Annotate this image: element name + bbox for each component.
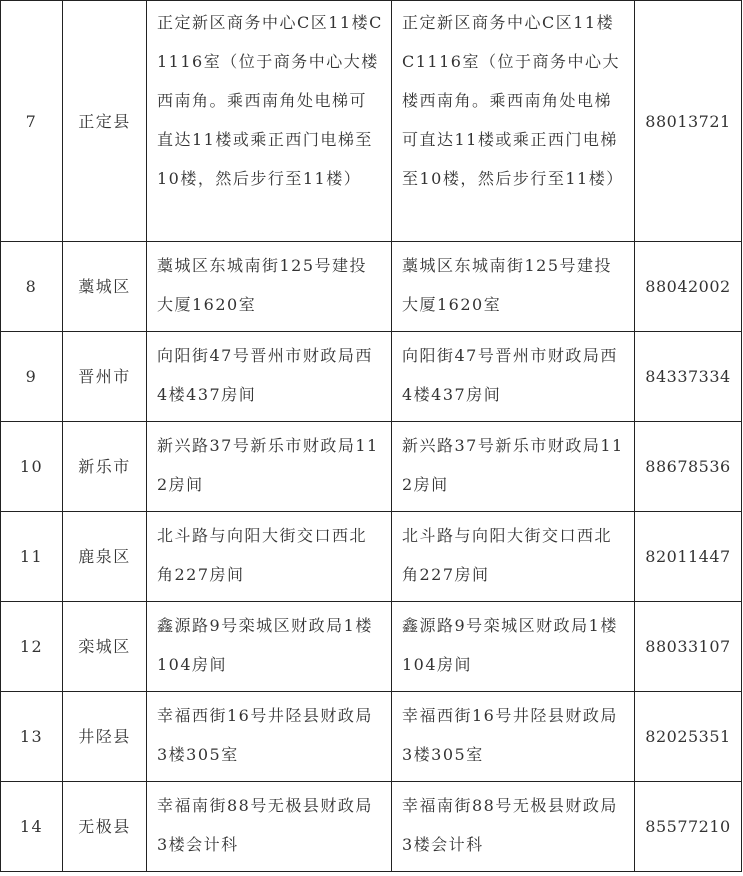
row-number: 10	[1, 422, 63, 512]
district-name: 无极县	[63, 782, 147, 872]
table-row	[1, 242, 742, 332]
row-number: 12	[1, 602, 63, 692]
table-row	[1, 602, 742, 692]
address-text: 北斗路与向阳大街交口西北角227房间	[157, 526, 368, 584]
table-row	[1, 512, 742, 602]
district-name: 栾城区	[63, 602, 147, 692]
address-text: 幸福南街88号无极县财政局3楼会计科	[157, 796, 373, 854]
phone-number: 88013721	[635, 1, 742, 242]
address-cell-secondary	[392, 782, 635, 872]
row-number: 14	[1, 782, 63, 872]
row-number: 13	[1, 692, 63, 782]
address-text-secondary: 正定新区商务中心C区11楼C1116室（位于商务中心大楼西南角。乘西南角处电梯可直达11楼或乘正西门电梯至10楼，然后步行至11楼）	[402, 13, 624, 188]
district-name: 晋州市	[63, 332, 147, 422]
table-row	[1, 1, 742, 242]
phone-number: 88042002	[635, 242, 742, 332]
address-cell-secondary	[392, 602, 635, 692]
address-text-secondary: 鑫源路9号栾城区财政局1楼104房间	[402, 616, 618, 674]
phone-number: 88033107	[635, 602, 742, 692]
row-number: 7	[1, 1, 63, 242]
address-cell-secondary	[392, 332, 635, 422]
table-body	[1, 1, 742, 872]
address-text-secondary: 幸福南街88号无极县财政局3楼会计科	[402, 796, 618, 854]
address-cell-secondary	[392, 1, 635, 242]
row-number: 8	[1, 242, 63, 332]
phone-number: 82025351	[635, 692, 742, 782]
address-cell	[147, 512, 392, 602]
table-row	[1, 422, 742, 512]
address-text-secondary: 新兴路37号新乐市财政局112房间	[402, 436, 624, 494]
district-name: 新乐市	[63, 422, 147, 512]
phone-number: 84337334	[635, 332, 742, 422]
address-cell	[147, 332, 392, 422]
address-cell-secondary	[392, 512, 635, 602]
address-cell	[147, 692, 392, 782]
address-cell	[147, 602, 392, 692]
address-text: 藁城区东城南街125号建投大厦1620室	[157, 256, 368, 314]
address-text-secondary: 向阳街47号晋州市财政局西4楼437房间	[402, 346, 618, 404]
address-text-secondary: 北斗路与向阳大街交口西北角227房间	[402, 526, 613, 584]
table-row	[1, 692, 742, 782]
address-cell	[147, 782, 392, 872]
address-text: 新兴路37号新乐市财政局112房间	[157, 436, 379, 494]
district-name: 井陉县	[63, 692, 147, 782]
table-row	[1, 782, 742, 872]
address-text: 正定新区商务中心C区11楼C1116室（位于商务中心大楼西南角。乘西南角处电梯可直达11楼或乘正西门电梯至10楼，然后步行至11楼）	[157, 13, 383, 188]
district-name: 藁城区	[63, 242, 147, 332]
phone-number: 88678536	[635, 422, 742, 512]
phone-number: 82011447	[635, 512, 742, 602]
address-cell-secondary	[392, 242, 635, 332]
address-cell-secondary	[392, 692, 635, 782]
row-number: 9	[1, 332, 63, 422]
address-text-secondary: 藁城区东城南街125号建投大厦1620室	[402, 256, 613, 314]
district-name: 正定县	[63, 1, 147, 242]
phone-number: 85577210	[635, 782, 742, 872]
address-text: 向阳街47号晋州市财政局西4楼437房间	[157, 346, 373, 404]
district-name: 鹿泉区	[63, 512, 147, 602]
table-row	[1, 332, 742, 422]
address-cell	[147, 242, 392, 332]
address-cell	[147, 422, 392, 512]
address-text: 鑫源路9号栾城区财政局1楼104房间	[157, 616, 373, 674]
address-cell-secondary	[392, 422, 635, 512]
address-cell	[147, 1, 392, 242]
row-number: 11	[1, 512, 63, 602]
address-text-secondary: 幸福西街16号井陉县财政局3楼305室	[402, 706, 618, 764]
address-text: 幸福西街16号井陉县财政局3楼305室	[157, 706, 373, 764]
